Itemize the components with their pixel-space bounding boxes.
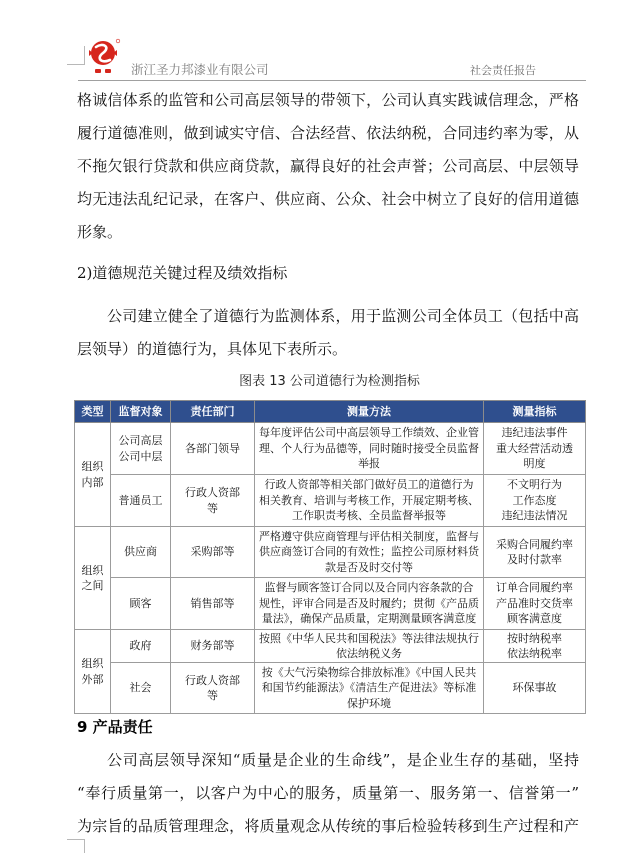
text-line: 公司建立健全了道德行为监测体系，用于监测公司全体员工（包括中高 <box>107 307 579 325</box>
cell-department: 行政人资部 等 <box>171 475 255 527</box>
cell-supervised-object: 供应商 <box>111 527 171 578</box>
table-row <box>75 630 586 663</box>
cell-indicator: 违纪违法事件 重大经营活动透 明度 <box>484 423 586 475</box>
paragraph-quality <box>77 744 579 843</box>
table-row <box>75 423 586 475</box>
header-measurement-method: 测量方法 <box>255 401 484 423</box>
cell-measurement-method: 按《大气污染物综合排放标准》《中国人民共 和国节约能源法》《清洁生产促进法》等标准 保护环境 <box>255 663 484 714</box>
cell-department: 财务部等 <box>171 630 255 663</box>
cell-measurement-method: 严格遵守供应商管理与评估相关制度，监督与 供应商签订合同的有效性；监控公司原材料货 款是否及时交付等 <box>255 527 484 578</box>
cell-measurement-method: 行政人资部等相关部门做好员工的道德行为 相关教育、培训与考核工作，开展定期考核、 工作职责考核、全员监督举报等 <box>255 475 484 527</box>
cell-indicator: 不文明行为 工作态度 违纪违法情况 <box>484 475 586 527</box>
cell-indicator: 订单合同履约率 产品准时交货率 顾客满意度 <box>484 578 586 630</box>
cell-category: 组织 外部 <box>75 630 111 714</box>
logo-mark-right <box>105 69 111 73</box>
company-logo <box>84 36 124 78</box>
subheading: 2)道德规范关键过程及绩效指标 <box>77 264 288 282</box>
crop-mark-top-horizontal <box>67 64 85 65</box>
table-row <box>75 527 586 578</box>
table-row <box>75 475 586 527</box>
text-line: 不拖欠银行贷款和供应商贷款，赢得良好的社会声誉；公司高层、中层领导 <box>77 157 579 175</box>
table-row <box>75 578 586 630</box>
cell-supervised-object: 普通员工 <box>111 475 171 527</box>
text-line: 履行道德准则，做到诚实守信、合法经营、依法纳税，合同违约率为零，从 <box>77 124 579 142</box>
cell-supervised-object: 顾客 <box>111 578 171 630</box>
header-supervised-object: 监督对象 <box>111 401 171 423</box>
text-line: 格诚信体系的监管和公司高层领导的带领下，公司认真实践诚信理念，严格 <box>77 91 579 109</box>
cell-supervised-object: 公司高层 公司中层 <box>111 423 171 475</box>
cell-department: 行政人资部 等 <box>171 663 255 714</box>
report-title: 社会责任报告 <box>470 64 536 77</box>
cell-category: 组织 内部 <box>75 423 111 527</box>
text-line: 为宗旨的品质管理理念，将质量观念从传统的事后检验转移到生产过程和产 <box>77 817 579 835</box>
cell-supervised-object: 社会 <box>111 663 171 714</box>
table-head <box>75 401 586 423</box>
registered-mark-icon <box>116 39 120 43</box>
cell-department: 采购部等 <box>171 527 255 578</box>
logo-mark-left <box>95 69 101 73</box>
text-line: “奉行质量第一，以客户为中心的服务，质量第一、服务第一、信誉第一” <box>77 784 579 802</box>
table-caption: 图表 13 公司道德行为检测指标 <box>239 374 420 389</box>
text-line: 公司高层领导深知“质量是企业的生命线”，是企业生存的基础，坚持 <box>107 751 579 769</box>
cell-category: 组织 之间 <box>75 527 111 630</box>
section-heading: 9 产品责任 <box>77 718 153 736</box>
cell-department: 各部门领导 <box>171 423 255 475</box>
company-name: 浙江圣力邦漆业有限公司 <box>131 62 269 77</box>
header-indicator: 测量指标 <box>484 401 586 423</box>
table-body <box>75 423 586 714</box>
cell-measurement-method: 每年度评估公司中高层领导工作绩效、企业管 理、个人行为品德等，同时随时接受全员监督 举报 <box>255 423 484 475</box>
text-line: 层领导）的道德行为，具体见下表所示。 <box>77 340 348 358</box>
cell-indicator: 按时纳税率 依法纳税率 <box>484 630 586 663</box>
table-row <box>75 663 586 714</box>
cell-indicator: 采购合同履约率 及时付款率 <box>484 527 586 578</box>
header-department: 责任部门 <box>171 401 255 423</box>
ethics-monitoring-table <box>74 400 586 714</box>
paragraph-integrity <box>77 84 579 249</box>
cell-measurement-method: 监督与顾客签订合同以及合同内容条款的合 规性，评审合同是否及时履约；贯彻《产品质 量法》，确保产品质量，定期测量顾客满意度 <box>255 578 484 630</box>
cell-department: 销售部等 <box>171 578 255 630</box>
cell-indicator: 环保事故 <box>484 663 586 714</box>
table-header-row <box>75 401 586 423</box>
text-line: 形象。 <box>77 223 123 241</box>
header-rule <box>78 80 586 81</box>
cell-supervised-object: 政府 <box>111 630 171 663</box>
paragraph-monitoring <box>77 300 579 366</box>
text-line: 均无违法乱纪记录，在客户、供应商、公众、社会中树立了良好的信用道德 <box>77 190 579 208</box>
header-type: 类型 <box>75 401 111 423</box>
cell-measurement-method: 按照《中华人民共和国税法》等法律法规执行 依法纳税义务 <box>255 630 484 663</box>
